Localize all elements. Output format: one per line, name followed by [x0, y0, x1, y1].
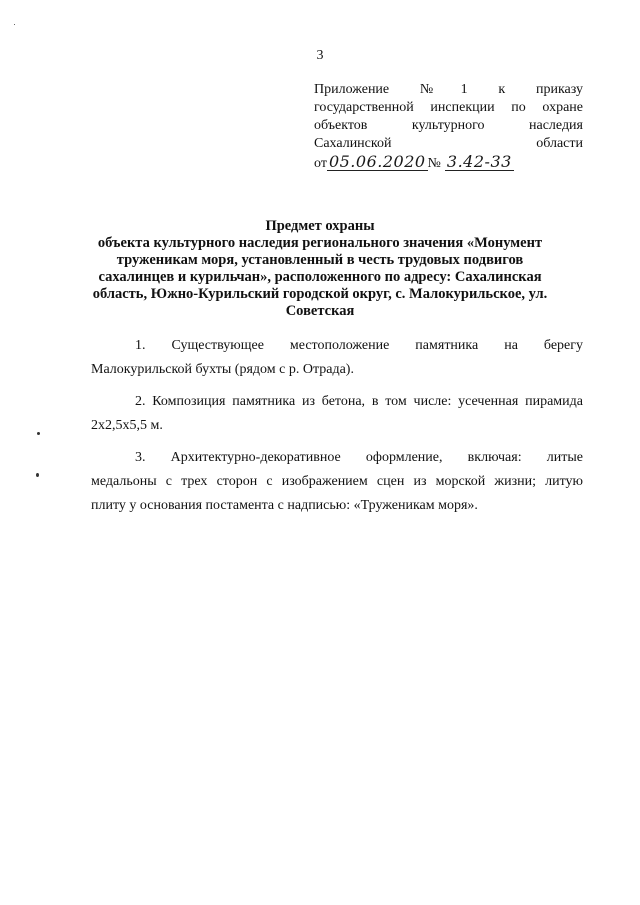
item-1 — [91, 334, 583, 382]
appendix-line-2: государственной инспекции по охране — [314, 100, 583, 115]
title-line-5: Советская — [285, 303, 355, 319]
item-3 — [91, 446, 583, 518]
title-main: Предмет охраны — [265, 218, 375, 234]
order-prefix: от — [314, 156, 327, 171]
order-line — [314, 153, 583, 173]
scan-speck — [37, 432, 40, 435]
scan-speck — [14, 24, 15, 25]
order-date-handwritten: 05.06.2020 — [328, 152, 426, 171]
appendix-line-4: Сахалинской области — [314, 136, 583, 151]
appendix-line-1: Приложение №1 к приказу — [314, 82, 583, 97]
order-number-label: № — [427, 156, 441, 171]
item-3-line-1: 3. Архитектурно-декоративное оформление, включая: литые — [135, 450, 583, 465]
order-number-handwritten: 3.42-33 — [446, 152, 512, 171]
item-2-line-1: 2. Композиция памятника из бетона, в том числе: усеченная пирамида — [135, 394, 583, 409]
document-title — [0, 218, 640, 320]
item-3-rest: плиту у основания постамента с надписью: «Труженикам моря». — [91, 498, 478, 513]
appendix-block — [314, 81, 583, 173]
item-1-rest: Малокурильской бухты (рядом с р. Отрада). — [91, 362, 354, 377]
scan-speck — [36, 473, 39, 477]
title-line-1: объекта культурного наследия регионального значения «Монумент — [97, 235, 543, 251]
item-2 — [91, 390, 583, 438]
page-number: 3 — [316, 48, 324, 63]
appendix-line-3: объектов культурного наследия — [314, 118, 583, 133]
document-body — [91, 334, 583, 526]
item-2-rest: 2х2,5х5,5 м. — [91, 418, 163, 433]
title-line-2: труженикам моря, установленный в честь трудовых подвигов — [116, 252, 524, 268]
item-3-line-2: медальоны с трех сторон с изображением сцен из морской жизни; литую — [91, 474, 583, 489]
item-1-line-1: 1. Существующее местоположение памятника на берегу — [135, 338, 583, 353]
title-line-4: область, Южно-Курильский городской округ, с. Малокурильское, ул. — [92, 286, 548, 302]
title-line-3: сахалинцев и курильчан», расположенного по адресу: Сахалинская — [98, 269, 542, 285]
